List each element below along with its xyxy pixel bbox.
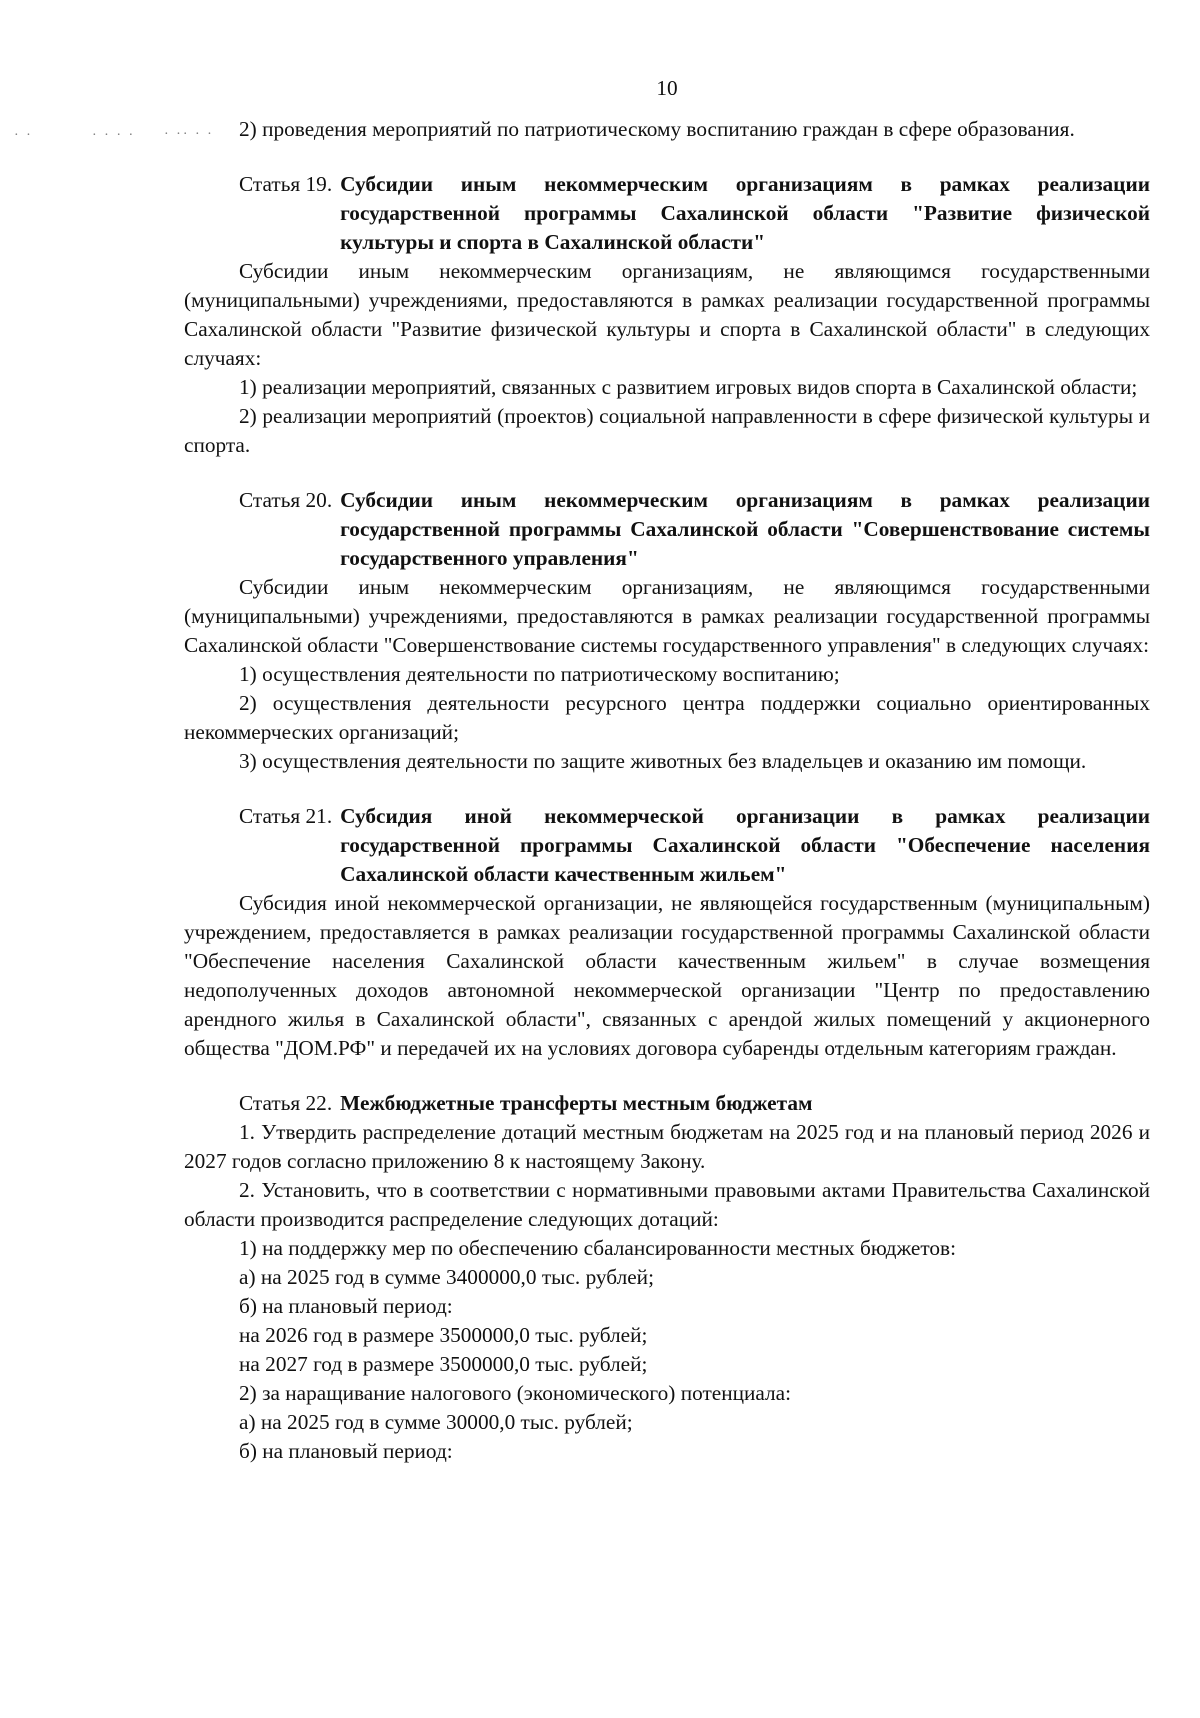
article-20 — [184, 486, 1150, 776]
list-line: б) на плановый период: — [239, 1439, 453, 1463]
list-line: 2) за наращивание налогового (экономического) потенциала: — [239, 1381, 792, 1405]
article-paragraph: 2) реализации мероприятий (проектов) социальной направленности в сфере физической культуры и спорта. — [184, 404, 1150, 457]
list-line: а) на 2025 год в сумме 30000,0 тыс. рублей; — [239, 1410, 633, 1434]
article-paragraph: 2. Установить, что в соответствии с нормативными правовыми актами Правительства Сахалинской области производится распределение следующих дотаций: — [184, 1178, 1150, 1231]
article-heading — [184, 170, 1150, 257]
list-line: на 2026 год в размере 3500000,0 тыс. рублей; — [239, 1323, 648, 1347]
article-paragraph: 3) осуществления деятельности по защите животных без владельцев и оказанию им помощи. — [239, 749, 1087, 773]
article-21 — [184, 802, 1150, 1063]
article-paragraph: 1) осуществления деятельности по патриотическому воспитанию; — [239, 662, 840, 686]
article-label: Статья 22. — [239, 1091, 333, 1115]
article-paragraph: 1) реализации мероприятий, связанных с развитием игровых видов спорта в Сахалинской области; — [239, 375, 1138, 399]
article-label: Статья 21. — [239, 804, 333, 828]
article-title: Субсидия иной некоммерческой организации в рамках реализации государственной программы Сахалинской области "Обеспечение населения Сахалинской области качественным жильем" — [340, 804, 1150, 886]
article-label: Статья 20. — [239, 488, 333, 512]
document-page — [184, 74, 1150, 1466]
article-22 — [184, 1089, 1150, 1466]
list-line: б) на плановый период: — [239, 1294, 453, 1318]
article-heading — [184, 1089, 1150, 1118]
article-heading — [184, 486, 1150, 573]
page-number: 10 — [656, 76, 678, 100]
article-title: Субсидии иным некоммерческим организациям в рамках реализации государственной программы Сахалинской области "Совершенствование системы государственного управления" — [340, 488, 1150, 570]
list-line: а) на 2025 год в сумме 3400000,0 тыс. рублей; — [239, 1265, 654, 1289]
intro-continuation-paragraph: 2) проведения мероприятий по патриотическому воспитанию граждан в сфере образования. — [239, 117, 1075, 141]
scan-artifact-dots: · · — [14, 128, 33, 143]
article-19 — [184, 170, 1150, 460]
scan-artifact-dots: · ·· · · — [164, 127, 214, 142]
list-line: 1) на поддержку мер по обеспечению сбалансированности местных бюджетов: — [239, 1236, 957, 1260]
article-title: Межбюджетные трансферты местным бюджетам — [340, 1091, 813, 1115]
scan-artifact-dots: · · · · — [92, 128, 136, 143]
article-paragraph: Субсидия иной некоммерческой организации, не являющейся государственным (муниципальным) учреждением, предоставляется в рамках реализации государственной программы Сахалинской области "Обеспечение населения Сахалинской области качественным жильем" в случае возмещения недополученных доходов автономной некоммерческой организации "Центр по предоставлению арендного жилья в Сахалинской области", связанных с арендой жилых помещений у акционерного общества "ДОМ.РФ" и передачей их на условиях договора субаренды отдельным категориям граждан. — [184, 891, 1150, 1060]
list-line: на 2027 год в размере 3500000,0 тыс. рублей; — [239, 1352, 648, 1376]
article-heading — [184, 802, 1150, 889]
article-paragraph: 2) осуществления деятельности ресурсного центра поддержки социально ориентированных некоммерческих организаций; — [184, 691, 1150, 744]
article-label: Статья 19. — [239, 172, 333, 196]
article-title: Субсидии иным некоммерческим организациям в рамках реализации государственной программы Сахалинской области "Развитие физической культуры и спорта в Сахалинской области" — [340, 172, 1150, 254]
article-paragraph: Субсидии иным некоммерческим организациям, не являющимся государственными (муниципальными) учреждениями, предоставляются в рамках реализации государственной программы Сахалинской области "Совершенствование системы государственного управления" в следующих случаях: — [184, 575, 1150, 657]
article-paragraph: 1. Утвердить распределение дотаций местным бюджетам на 2025 год и на плановый период 2026 и 2027 годов согласно приложению 8 к настоящему Закону. — [184, 1120, 1150, 1173]
article-paragraph: Субсидии иным некоммерческим организациям, не являющимся государственными (муниципальными) учреждениями, предоставляются в рамках реализации государственной программы Сахалинской области "Развитие физической культуры и спорта в Сахалинской области" в следующих случаях: — [184, 259, 1150, 370]
